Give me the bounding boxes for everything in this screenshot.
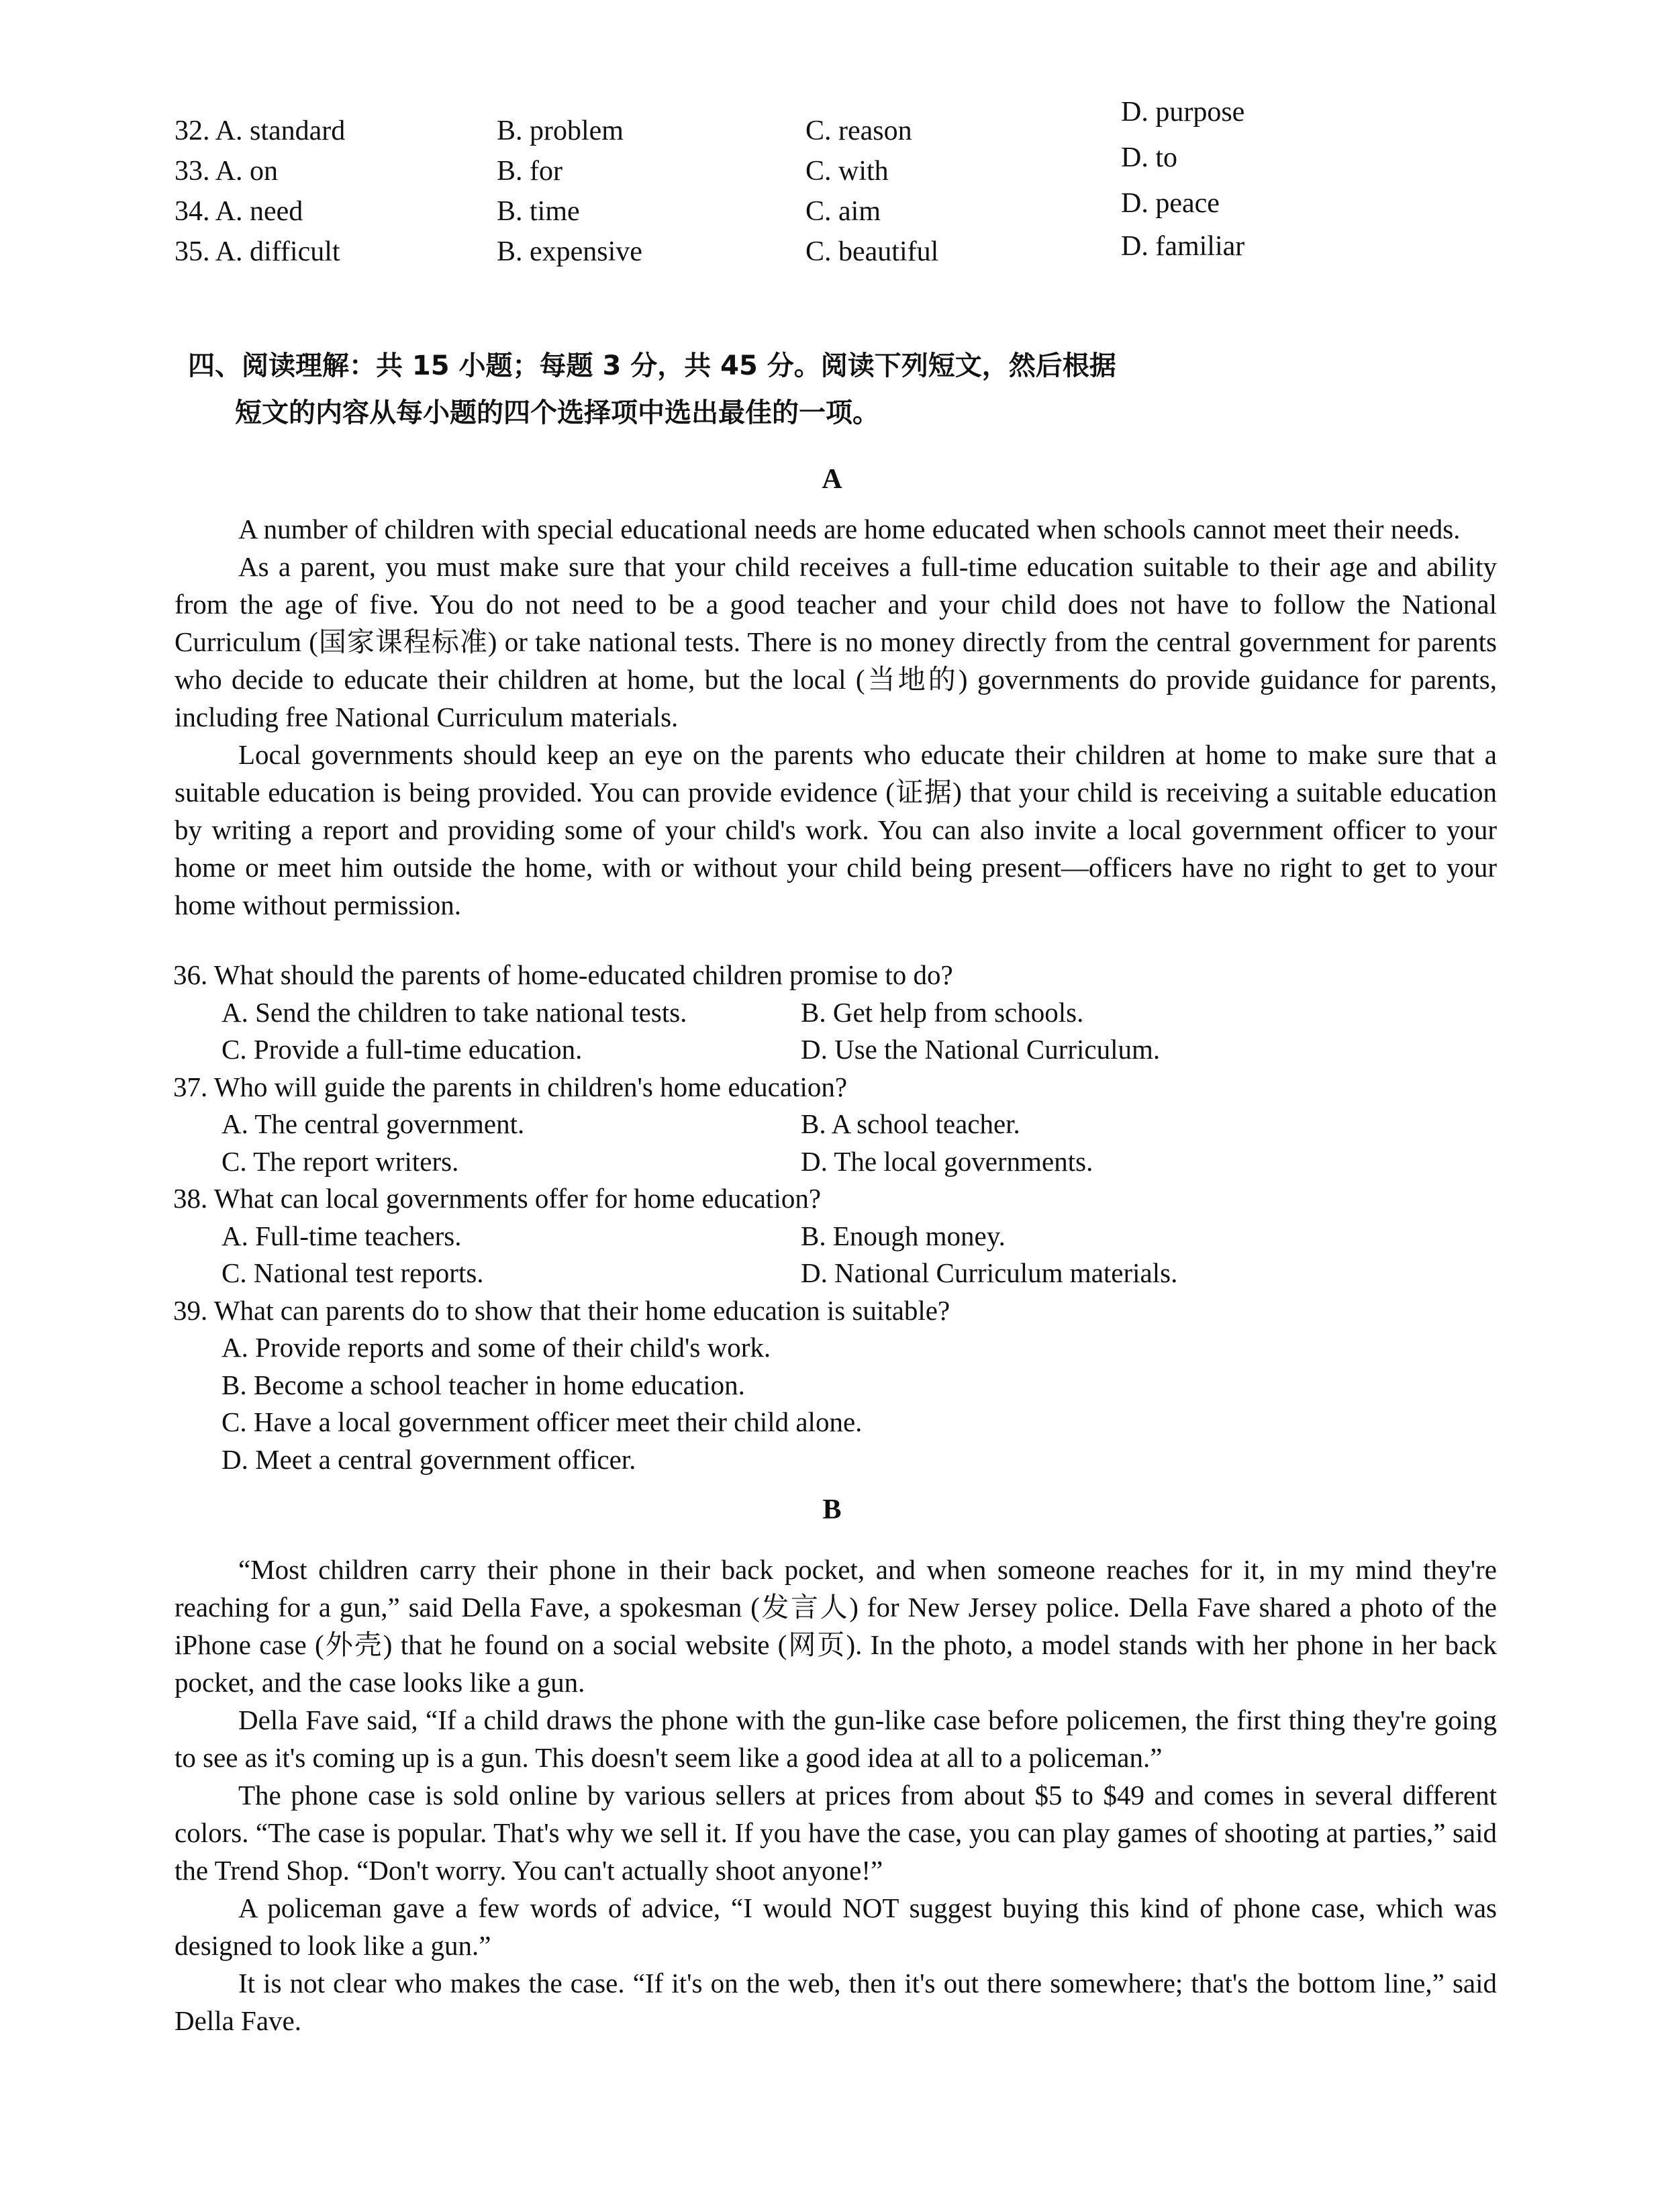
choice-32-a: 32. A. standard [175, 115, 346, 146]
question-36-option-a[interactable]: A. Send the children to take national tests. [222, 996, 687, 1028]
passage-a-paragraph: A number of children with special educational needs are home educated when schools cannot meet their needs. [238, 514, 1461, 544]
question-39-option-b[interactable]: B. Become a school teacher in home education. [222, 1369, 745, 1400]
choice-35-d: D. familiar [1121, 231, 1245, 262]
section-heading-line2: 短文的内容从每小题的四个选择项中选出最佳的一项。 [235, 397, 879, 428]
passage-b-letter: B [822, 1494, 842, 1525]
choice-35-b: B. expensive [497, 236, 642, 267]
section-heading-line1: 四、阅读理解：共 15 小题；每题 3 分，共 45 分。阅读下列短文，然后根据 [188, 350, 1116, 381]
question-36-option-c[interactable]: C. Provide a full-time education. [222, 1034, 583, 1065]
section-heading [188, 342, 1463, 436]
choice-33-d: D. to [1121, 142, 1177, 173]
choice-row-34 [175, 188, 1316, 232]
question-36-options-row2 [173, 1031, 1502, 1069]
question-39-option-d[interactable]: D. Meet a central government officer. [222, 1443, 636, 1475]
passage-b-paragraph: It is not clear who makes the case. “If it's on the web, then it's out there somewhere; that's the bottom line,” said Della Fave. [175, 1968, 1497, 2036]
question-38-option-a[interactable]: A. Full-time teachers. [222, 1220, 462, 1251]
passage-b-paragraph: Della Fave said, “If a child draws the phone with the gun-like case before policemen, the first thing they're going to see as it's coming up is a gun. This doesn't seem like a good idea at all to a policeman.” [175, 1704, 1497, 1773]
question-37-option-a[interactable]: A. The central government. [222, 1108, 525, 1139]
question-38-option-c[interactable]: C. National test reports. [222, 1257, 484, 1288]
question-37-option-d[interactable]: D. The local governments. [801, 1145, 1093, 1177]
question-37-stem: 37. Who will guide the parents in children's home education? [173, 1071, 848, 1102]
choice-33-c: C. with [805, 156, 889, 187]
passage-a-paragraph: Local governments should keep an eye on the parents who educate their children at home to make sure that a suitable education is being provided. You can provide evidence (证据) that your child is receiving a suitable education by writing a report and providing some of your child's work. You can also invite a local government officer to your home or meet him outside the home, with or without your child being present—officers have no right to get to your home without permission. [175, 739, 1497, 920]
question-37-options-row2 [173, 1143, 1502, 1181]
choice-34-d: D. peace [1121, 188, 1220, 219]
passage-b-text [175, 1551, 1497, 2039]
question-39-option-c[interactable]: C. Have a local government officer meet their child alone. [222, 1406, 863, 1437]
choice-row-35 [175, 232, 1316, 272]
question-37-option-b[interactable]: B. A school teacher. [801, 1108, 1020, 1139]
question-36-option-b[interactable]: B. Get help from schools. [801, 996, 1084, 1028]
choice-32-b: B. problem [497, 115, 624, 146]
passage-b-paragraph: The phone case is sold online by various sellers at prices from about $5 to $49 and comes in several different colors. “The case is popular. That's why we sell it. If you have the case, you can play games of shooting at parties,” said the Trend Shop. “Don't worry. You can't actually shoot anyone!” [175, 1780, 1497, 1886]
choice-34-c: C. aim [805, 196, 881, 227]
passage-a-letter: A [822, 464, 842, 495]
question-36-option-d[interactable]: D. Use the National Curriculum. [801, 1034, 1161, 1065]
questions-a [173, 957, 1502, 1478]
choice-35-a: 35. A. difficult [175, 236, 340, 267]
passage-b-paragraph: A policeman gave a few words of advice, “I would NOT suggest buying this kind of phone case, which was designed to look like a gun.” [175, 1892, 1497, 1961]
passage-a-paragraph: As a parent, you must make sure that your child receives a full-time education suitable to their age and ability from the age of five. You do not need to be a good teacher and your child does not have to follow the National Curriculum (国家课程标准) or take national tests. There is no money directly from the central government for parents who decide to educate their children at home, but the local (当地的) governments do provide guidance for parents, including free National Curriculum materials. [175, 551, 1497, 732]
question-36-options-row1 [173, 994, 1502, 1032]
question-39-stem: 39. What can parents do to show that their home education is suitable? [173, 1294, 950, 1326]
choice-32-c: C. reason [805, 115, 912, 146]
question-38-option-d[interactable]: D. National Curriculum materials. [801, 1257, 1178, 1288]
question-39-option-a[interactable]: A. Provide reports and some of their child's work. [222, 1332, 771, 1363]
passage-a-text [175, 510, 1497, 924]
question-38-options-row2 [173, 1255, 1502, 1292]
question-37-options-row1 [173, 1106, 1502, 1143]
choice-33-a: 33. A. on [175, 156, 279, 187]
question-37-option-c[interactable]: C. The report writers. [222, 1145, 459, 1177]
question-38-option-b[interactable]: B. Enough money. [801, 1220, 1006, 1251]
choice-32-d: D. purpose [1121, 97, 1245, 128]
passage-b-paragraph: “Most children carry their phone in their back pocket, and when someone reaches for it, in my mind they're reaching for a gun,” said Della Fave, a spokesman (发言人) for New Jersey police. Della Fave shared a photo of the iPhone case (外壳) that he found on a social website (网页). In the photo, a model stands with her phone in her back pocket, and the case looks like a gun. [175, 1554, 1497, 1698]
question-38-stem: 38. What can local governments offer for home education? [173, 1183, 822, 1214]
choice-34-b: B. time [497, 196, 580, 227]
choice-35-c: C. beautiful [805, 236, 939, 267]
choice-33-b: B. for [497, 156, 562, 187]
question-36-stem: 36. What should the parents of home-educated children promise to do? [173, 959, 953, 990]
question-38-options-row1 [173, 1218, 1502, 1255]
choice-34-a: 34. A. need [175, 196, 303, 227]
